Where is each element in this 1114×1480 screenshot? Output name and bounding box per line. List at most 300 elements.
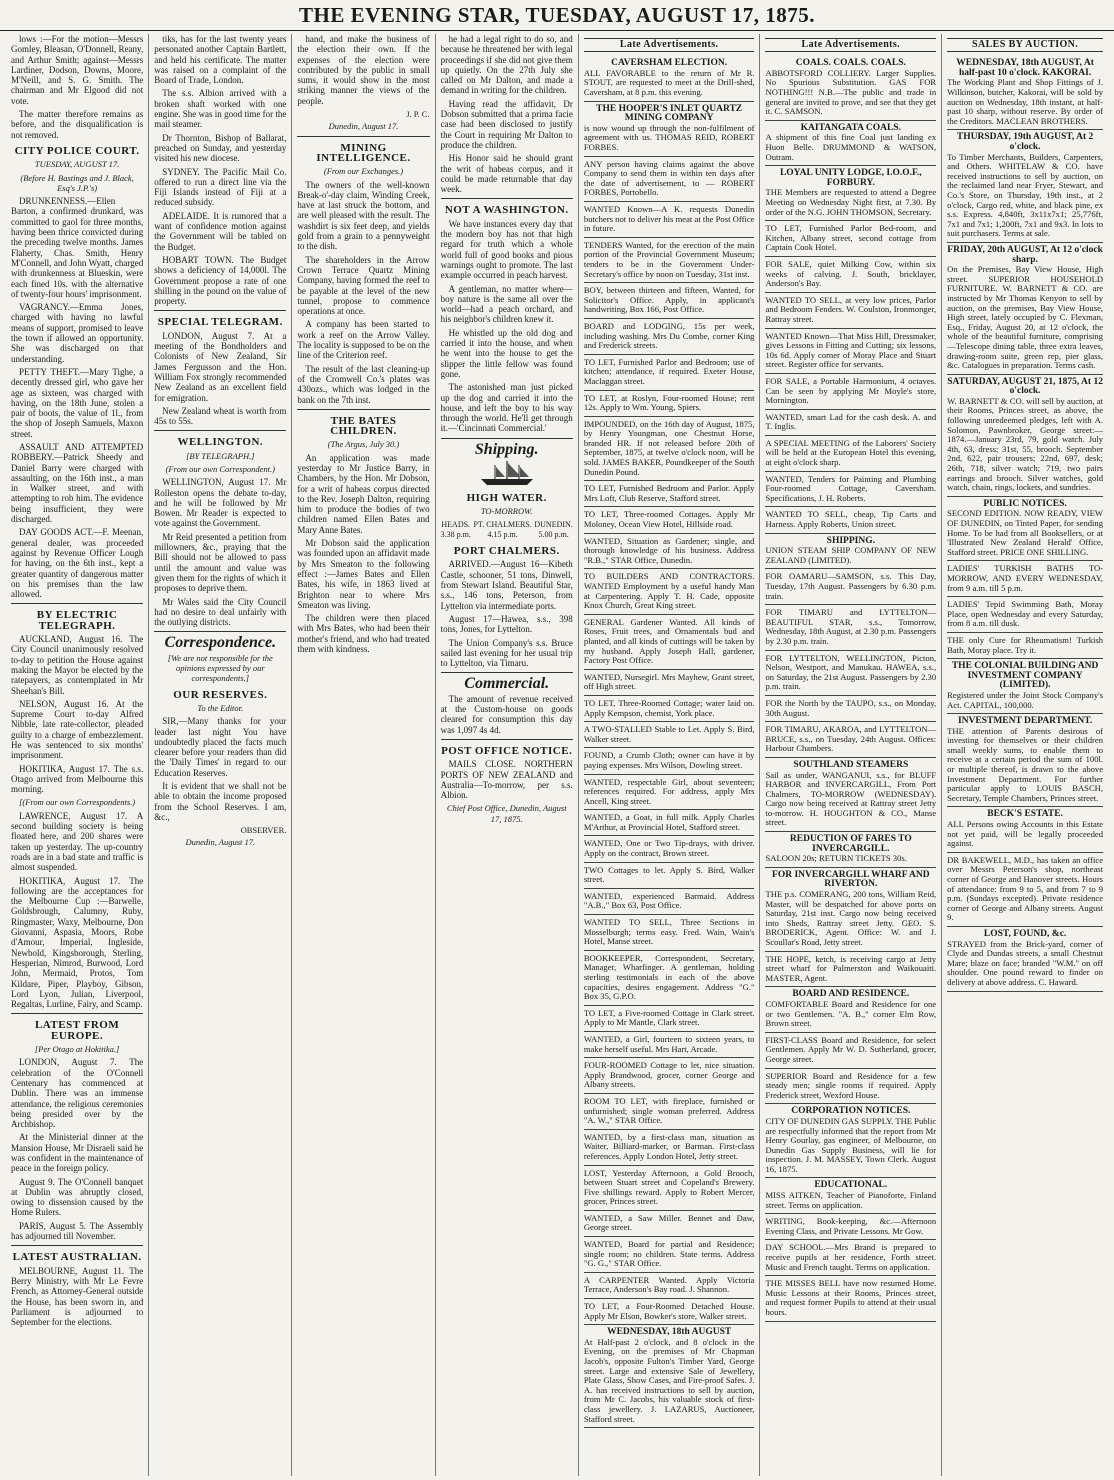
advertisement [584, 319, 755, 355]
ad-body: CITY OF DUNEDIN GAS SUPPLY. THE Public are respectfully informed that the report from Mr Henry Gourlay, gas engineer, of Melbourne, on Dunedin Gas Supply Business, will lie for inspection. J. M. MASSEY, Town Clerk. August 16, 1875. [765, 1115, 937, 1174]
advertisement [765, 1214, 936, 1240]
advertisement [947, 807, 1103, 852]
ad-body: THE attention of Parents desirous of investing for themselves or their children small weekly sums, to enable them to receive at a certain period the sum of 100l. or multiple thereof, is drawn to the above Investment Department. For further particular apply to LOUIS BASCH, Secretary, Temple Chambers, Princes street. [947, 725, 1104, 803]
advertisement [765, 121, 936, 166]
divider [11, 1013, 143, 1014]
advertisement [765, 410, 936, 436]
paragraph: The children were then placed with Mrs Bates, who had been their mother's friend, and who had treated them with kindness. [297, 613, 430, 655]
paragraph: The shareholders in the Arrow Crown Terrace Quartz Mining Company, having formed the reef to be payable at the level of the new tunnel, propose to commence operations at once. [297, 254, 430, 317]
subheading: [BY TELEGRAPH.] [186, 450, 255, 461]
ad-title: THURSDAY, 19th AUGUST, At 2 o'clock. [956, 132, 1094, 153]
ad-body: ALL FAVORABLE to the return of Mr R. STOUT, are requested to meet at the Drill-shed, Caversham, at 8 p.m. this evening. [583, 67, 755, 98]
advertisement [584, 1211, 755, 1237]
masthead: THE EVENING STAR, TUESDAY, AUGUST 17, 1875. [0, 0, 1114, 31]
ad-body: FOR LYTTELTON, WELLINGTON, Picton, Nelson, Westport, and Manukau. HAWEA, s.s., on Saturday, the 21st August. Passengers by 2.30 p.m. train. [765, 652, 937, 692]
ad-title: FRIDAY, 20th AUGUST, At 12 o'clock sharp. [947, 244, 1103, 265]
advertisement [584, 615, 755, 670]
paragraph: MAILS CLOSE. NORTHERN PORTS OF NEW ZEALAND and Australia—To-morrow, per s.s. Albion. [440, 759, 573, 801]
advertisement [584, 1006, 755, 1032]
advertisement [584, 391, 755, 417]
paragraph: We have instances every day that the modern boy has not that high regard for truth which a whole world full of good books and pious warnings ought to promote. The last example occurred in peach harvest. [440, 218, 573, 281]
tide-table [441, 520, 573, 541]
advertisement [584, 56, 755, 101]
ad-body: THE HOPE, ketch, is receiving cargo at Jetty street wharf for Palmerston and Waikouaiti. MASTER, Agent. [765, 953, 937, 983]
ad-body: THE p.s. COMERANG, 200 tons, William Reid, Master, will be despatched for above ports on Saturday, 21st inst. Cargo now being received into Sheds, Rattray street Jetty. GEO. S. BRODERICK, Agent. Office: W. and J. Scoullar's Road, Jetty street. [765, 889, 937, 948]
ad-body: LADIES' Tepid Swimming Bath, Moray Place, open Wednesday and every Saturday, from 8 a.m. till dusk. [947, 599, 1104, 629]
advertisement [765, 472, 936, 508]
ad-body: IMPOUNDED, on the 16th day of August, 1875, by Henry Youngman, one Chestnut Horse, branded HR. If not released before 20th of September, 1875, at twelve o'clock noon, will be sold. JAMES BAKER, Poundkeeper of the South Dunedin Pound. [583, 418, 755, 477]
ad-body: WANTED Known—That Miss Hill, Dressmaker, gives Lessons in Fitting and Cutting; six lessons, 10s 6d. Apply corner of Moray Place and Stuart street. Register office for servants. [765, 330, 937, 370]
ad-body: FOR TIMARU, AKAROA, and LYTTELTON—BRUCE, s.s., on Tuesday, 24th August. Offices: Harbour Chambers. [765, 724, 937, 754]
ad-body: WRITING, Book-keeping, &c.—Afternoon Evening Class, and Private Lessons. Mr Gow. [765, 1216, 937, 1236]
ad-body: BOY, between thirteen and fifteen, Wanted, for Solicitor's Office. Apply, in applicant's handwriting, Box 166, Post Office. [583, 285, 755, 315]
ad-body: WANTED Known—A K. requests Dunedin butchers not to deliver his meat at the Post Office in future. [583, 204, 755, 234]
ad-title: THE HOOPER'S INLET QUARTZ MINING COMPANY [596, 103, 743, 124]
heading-australian: LATEST AUSTRALIAN. [12, 1251, 142, 1264]
police-bench: (Before H. Bastings and J. Black, Esq's J.P.'s) [20, 172, 134, 193]
ad-body: TO LET, Furnished Parlor and Bedroom; use of kitchen; attendance, if required. Exeter House, Maclaggan street. [583, 356, 755, 386]
ad-title: SATURDAY, AUGUST 21, 1875, At 12 o'clock. [947, 376, 1103, 397]
tide-time: 3.38 p.m. [440, 529, 471, 539]
tide-cell [441, 520, 471, 541]
ad-body: TO BUILDERS AND CONTRACTORS. WANTED Employment by a useful handy Man at Carpentering. Apply T. H. Cade, opposite Knox Church, Great King street. [583, 571, 755, 611]
paragraph: The astonished man just picked up the dog and carried it into the house, and left the boy to his way through the world. He'll get through it.—'Cincinnati Commercial.' [440, 382, 573, 434]
divider [154, 631, 286, 632]
paragraph: An application was made yesterday to Mr Justice Barry, in Chambers, by the Hon. Mr Dobson, for a writ of habeas corpus directed to the Rev. Joseph Dalton, requiring him to produce the bodies of two children named Ellen Bates and Mary Anne Bates. [297, 452, 430, 535]
paragraph: New Zealand wheat is worth from 45s to 55s. [154, 405, 287, 427]
ad-body: TWO Cottages to let. Apply S. Bird, Walker street. [583, 864, 755, 885]
tide-place: PT. CHALMERS. [473, 519, 532, 529]
ad-body: LADIES' TURKISH BATHS TO-MORROW, AND EVERY WEDNESDAY, from 9 a.m. till 5 p.m. [947, 563, 1104, 593]
columns [6, 34, 1108, 1476]
paragraph: Mr Reid presented a petition from millowners, &c., praying that the Bill should not be allowed to pass until the amount and value was given them for the rights of which it proposes to deprive them. [154, 531, 287, 594]
paragraph: HOKITIKA, August 17. The s.s. Otago arrived from Melbourne this morning. [11, 763, 144, 795]
dateline: Dunedin, August 17. [328, 121, 399, 132]
ad-body: WANTED, smart Lad for the cash desk. A. and T. Inglis. [765, 411, 937, 432]
ad-title: LOYAL UNITY LODGE, I.O.O.F., FORBURY. [779, 168, 922, 188]
paragraph: The matter therefore remains as before, and the disqualification is not removed. [11, 109, 144, 140]
ad-title: LOST, FOUND, &c. [983, 928, 1067, 939]
ad-body: COMFORTABLE Board and Residence for one or two Gentlemen. "A. B.," corner Elm Row, Brown street. [765, 998, 937, 1029]
ad-title: FOR INVERCARGILL WHARF AND RIVERTON. [772, 869, 930, 890]
advertisement [584, 202, 755, 238]
ad-body: TO LET, Three-Roomed Cottage; water laid on. Apply Kempson, chemist, York place. [583, 697, 755, 718]
ad-body: WANTED, experienced Barmaid. Address "A.B.," Box 63, Post Office. [583, 890, 755, 911]
heading-not-a-washington: NOT A WASHINGTON. [444, 204, 569, 217]
advertisement [765, 952, 936, 988]
paragraph: August 9. The O'Connell banquet at Dublin was abruptly closed, owing to dissension caused by the Home Rulers. [11, 1176, 144, 1218]
advertisement [947, 243, 1103, 375]
ad-title: INVESTMENT DEPARTMENT. [957, 716, 1093, 727]
subheading: (From our Exchanges.) [323, 166, 404, 177]
police-date: TUESDAY, AUGUST 17. [34, 159, 120, 170]
ad-body: TO LET, Furnished Bedroom and Parlor. Apply Mrs Loft, Club Reserve, Stafford street. [583, 483, 755, 503]
ad-body: WANTED, One or Two Tip-drays, with driver. Apply on the contract, Brown street. [583, 838, 755, 859]
ad-title: EDUCATIONAL. [814, 1180, 888, 1191]
advertisement [765, 758, 936, 832]
advertisement [584, 1094, 755, 1130]
advertisement [584, 534, 755, 570]
advertisement [765, 1033, 936, 1069]
paragraph: ARRIVED.—August 16—Kibeth Castle, schooner, 51 tons, Dinwell, from Stewart Island. Beautiful Star, s.s., 146 tons, Peterson, from Lyttelton via intermediate ports. [440, 559, 573, 611]
paragraph: Dr Thornton, Bishop of Ballarat, preached on Sunday, and yesterday visited his new diocese. [154, 132, 287, 164]
ad-body: On the Premises, Bay View House, High street. SUPERIOR HOUSEHOLD FURNITURE. W. BARNETT & CO. are instructed by Mr Thomas Kenyon to sell by auction, on the premises, Bay View House, High street, lately occupied by C. Flexman, Esq., Friday, August 20, at 12 o'clock, the whole of the beautiful furniture, comprising—Telescope dining table, three extra leaves, drawing-room suite, green rep, pier glass, &c. Catalogues in preparation. Terms cash. [947, 264, 1104, 371]
paragraph: NELSON, August 16. At the Supreme Court to-day Alfred Nibble, late rate-collector, pleaded guilty to a charge of embezzlement. He was sentenced to six months' imprisonment. [11, 698, 144, 761]
paragraph: The s.s. Albion arrived with a broken shaft worked with one engine. She was in good time for the mail steamer. [154, 88, 287, 130]
advertisement [765, 166, 936, 221]
advertisement [765, 329, 936, 374]
divider [441, 672, 573, 673]
paragraph: Mr Dobson said the application was founded upon an affidavit made by Mrs Smeaton to the following effect :—James Bates and Ellen Bates, his wife, in 1863 lived at Brighton near to where Mrs Smeaton was living. [297, 538, 430, 610]
ad-body: FOUR-ROOMED Cottage to let, nice situation. Apply Brandwood, grocer, corner George and Albany streets. [583, 1060, 755, 1090]
advertisement [947, 927, 1103, 992]
advertisement [584, 915, 755, 951]
advertisement [947, 597, 1103, 633]
advertisement [947, 130, 1103, 243]
ad-body: Sail as under, WANGANUI, s.s., for BLUFF HARBOR and INVERCARGILL, From Port Chalmers, TO-MORROW (WEDNESDAY). Cargo now being received at Rattray street Jetty to-morrow. H. HOUGHTON & CO., Manse street. [765, 769, 937, 828]
ad-body: FOR SALE, a Portable Harmonium, 4 octaves. Can be seen by applying Mr Moyle's store, Mornington. [765, 375, 937, 406]
ad-body: FOR OAMARU—SAMSON, s.s. This Day, Tuesday, 17th August. Passengers by 6.30 p.m. train. [765, 571, 937, 601]
heading-correspondence: Correspondence. [164, 634, 277, 652]
heading-late-ads: Late Advertisements. [584, 38, 755, 52]
tide-sub: TO-MORROW. [480, 506, 533, 517]
paragraph: VAGRANCY.—Emma Jones, charged with having no lawful means of support, promised to leave the town if allowed an opportunity. She was discharged on that understanding. [11, 302, 144, 364]
ad-body: WANTED TO SELL, at very low prices, Parlor and Bedroom Fenders. W. Coulston, Ironmonger, Rattray street. [765, 294, 937, 324]
paragraph: The Union Company's s.s. Bruce sailed last evening for her usual trip to Lyttelton, via Timaru. [440, 637, 573, 669]
ad-body: TENDERS Wanted, for the erection of the main portion of the Provincial Government Museum; tenders to be in the Government Under-Secretary's office by noon on Tuesday, 31st inst. [583, 239, 755, 279]
advertisement [947, 56, 1103, 130]
advertisement [584, 863, 755, 889]
ad-body: THE only Cure for Rheumatism! Turkish Bath, Moray place. Try it. [947, 634, 1104, 655]
paragraph: LONDON, August 7. The celebration of the O'Connell Centenary has commenced at Dublin. There was an immense attendance, the religious ceremonies being presided over by the Archbishop. [11, 1057, 144, 1130]
divider [11, 603, 143, 604]
divider [441, 198, 573, 199]
ad-body: DR BAKEWELL, M.D., has taken an office over Messrs Peterson's shop, northeast corner of George and Hanover streets. Hours of attendance: from 9 to 5, and from 7 to 9 p.m. (Sundays excepted). Private residence corner of George and Albany streets. August 9. [947, 854, 1104, 923]
heading-commercial: Commercial. [464, 675, 550, 693]
ad-body: FOR the North by the TAUPO, s.s., on Monday, 30th August. [765, 697, 937, 718]
advertisement [765, 293, 936, 329]
ad-body: FIRST-CLASS Board and Residence, for select Gentlemen. Apply Mr W. D. Sutherland, grocer, George street. [765, 1034, 937, 1064]
advertisement [584, 481, 755, 507]
advertisement [765, 1069, 936, 1105]
column-4 [436, 34, 579, 1476]
subheading: To the Editor. [197, 702, 244, 713]
ad-body: SECOND EDITION. NOW READY, VIEW OF DUNEDIN, on Tinted Paper, for sending Home. To be had from all Booksellers, or at 'Illustrated New Zealand Herald' Office, Stafford street. PRICE ONE SHILLING. [947, 508, 1104, 557]
subheading: [(From our own Correspondents.) [19, 797, 136, 808]
ad-title: CORPORATION NOTICES. [791, 1106, 911, 1117]
paragraph: hand, and make the business of the election their own. If the expenses of the election were contributed by the public in small sums, it would show in the most striking manner the views of the people. [297, 34, 430, 106]
heading-special-telegram: SPECIAL TELEGRAM. [157, 316, 283, 329]
paragraph: At the Ministerial dinner at the Mansion House, Mr Disraeli said he was confident in the maintenance of peace in the foreign policy. [11, 1132, 144, 1174]
advertisement [584, 507, 755, 533]
advertisement [765, 257, 936, 293]
paragraph: SYDNEY. The Pacific Mail Co. offered to run a direct line via the Fiji Islands instead of Fiji at a reduced subsidy. [154, 166, 287, 208]
column-6 [760, 34, 942, 1476]
advertisement [765, 507, 936, 533]
ad-title: THE COLONIAL BUILDING AND INVESTMENT COMPANY (LIMITED). [951, 661, 1099, 691]
ad-body: WANTED, a Goat, in full milk. Apply Charles M'Arthur, at Provincial Hotel, Stafford street. [583, 812, 755, 832]
heading-post-office: POST OFFICE NOTICE. [441, 744, 573, 757]
paragraph: The result of the last cleaning-up of the Cromwell Co.'s plates was 430ozs., which was lodged in the bank on the 7th inst. [297, 363, 430, 405]
paragraph: SIR,—Many thanks for your leader last night You have undoubtedly placed the facts much clearer before your readers than did the 'Daily Times' in regard to our Education Reserves. [154, 716, 287, 778]
ad-title: BOARD AND RESIDENCE. [792, 989, 910, 1000]
ad-body: FOR TIMARU and LYTTELTON—BEAUTIFUL STAR, s.s., Tomorrow, Wednesday, 18th August, at 2.30 p.m. Passengers by 2.30 p.m. train. [765, 607, 937, 646]
advertisement [765, 1178, 936, 1214]
signature: Chief Post Office, Dunedin, August 17, 1875. [446, 803, 567, 824]
paragraph: A company has been started to work a reef on the Arrow Valley. The locality is supposed to be on the line of the Criterion reef. [297, 319, 430, 361]
advertisement [584, 1299, 755, 1325]
ad-body: LOST, Yesterday Afternoon, a Gold Brooch, between Stuart street and Copeland's Brewery. Five shillings reward. Apply to Robert Mercer, grocer, Princes street. [583, 1167, 755, 1207]
ad-body: WANTED, Tenders for Painting and Plumbing Four-roomed Cottage, Caversham. Specifications, J. H. Roberts. [765, 473, 937, 503]
paragraph: ADELAIDE. It is rumored that a want of confidence motion against the Government will be tabled on the Budget. [154, 210, 287, 252]
paragraph: he had a legal right to do so, and because he threatened her with legal proceedings if she did not give them up quietly. On the 27th July she called on Mr Dalton, and made a demand in writing for the children. [440, 34, 573, 96]
tide-time: 5.00 p.m. [538, 529, 569, 539]
advertisement [765, 1276, 936, 1321]
advertisement [584, 836, 755, 862]
heading-mining: MINING INTELLIGENCE. [316, 141, 411, 164]
ad-body: Registered under the Joint Stock Company's Act. CAPITAL, 100,000. [947, 689, 1104, 710]
paragraph: August 17—Hawea, s.s., 398 tons, Jones, for Lyttelton. [440, 613, 573, 635]
heading-wellington: WELLINGTON. [177, 436, 264, 449]
heading-europe: LATEST FROM EUROPE. [34, 1019, 120, 1042]
paragraph: A gentleman, no matter where—boy nature is the same all over the world—had a peach orchard, and his neighbor's children knew it. [440, 283, 573, 325]
ad-body: TO LET, Three-roomed Cottages. Apply Mr Moloney, Ocean View Hotel, Hillside road. [583, 509, 755, 530]
ad-body: WANTED TO SELL, cheap, Tip Carts and Harness. Apply Roberts, Union street. [765, 509, 937, 530]
advertisement [765, 605, 936, 650]
advertisement [584, 951, 755, 1006]
ad-body: UNION STEAM SHIP COMPANY OF NEW ZEALAND (LIMITED). [765, 545, 937, 565]
heading-bates-children: THE BATES CHILDREN. [330, 414, 397, 438]
ad-title: PUBLIC NOTICES. [983, 498, 1067, 509]
ad-title: CAVERSHAM ELECTION. [611, 58, 728, 69]
divider [297, 136, 429, 137]
ad-body: WANTED, by a first-class man, situation as Waiter, Billiard-marker, or Barman. First-class references. Apply London Hotel, Jetty street. [583, 1131, 755, 1161]
advertisement [947, 375, 1103, 497]
advertisement [584, 1058, 755, 1094]
divider [441, 739, 573, 740]
ad-body: FOUND, a Crumb Cloth; owner can have it by paying expenses. Mrs Wilson, Dowling street. [583, 750, 755, 770]
ad-body: WANTED, a Girl, fourteen to sixteen years, to make herself useful. Mrs Hart, Arcade. [583, 1033, 755, 1054]
tide-place: HEADS. [441, 519, 471, 529]
ad-body: WANTED, Situation as Gardener; single, and thorough knowledge of his business. Address "R.B.," STAR Office, Dunedin. [583, 535, 755, 565]
advertisement [584, 810, 755, 836]
heading-telegraph: BY ELECTRIC TELEGRAPH. [36, 609, 118, 632]
ad-title: KAITANGATA COALS. [800, 122, 901, 133]
ad-body: STRAYED from the Brick-yard, corner of Clyde and Dundas streets, a small Chestnut Mare; blaze on face; branded "W.M." on off shoulder. One pound reward to finder on delivery at above address. C. Haward. [947, 938, 1104, 987]
subheading: [Per Otago at Hokitika.] [34, 1044, 120, 1055]
ad-body: THE Members are requested to attend a Degree Meeting on Wednesday Night first, at 7.30. By order of the N.G. JOHN THOMSON, Secretary. [765, 187, 937, 217]
ad-body: BOARD and LODGING, 15s per week, including washing. Mrs Du Combe, corner King and Frederick streets. [583, 320, 755, 351]
ad-body: TO LET, a Four-Roomed Detached House. Apply Mr Elson, Bowker's store, Walker street. [583, 1301, 755, 1321]
divider [154, 430, 286, 431]
paragraph: Mr Wales said the City Council had no desire to deal unfairly with the outlying districts. [154, 596, 287, 628]
subheading: (From our own Correspondent.) [165, 463, 275, 474]
ad-body: THE MISSES BELL have now resumed Home. Music Lessons at their Rooms, Princes street, and request former Pupils to attend at their usual hours. [765, 1278, 937, 1318]
advertisement [584, 102, 755, 157]
ad-body: MISS AITKEN, Teacher of Pianoforte, Finland street. Terms on application. [765, 1190, 937, 1210]
paragraph: DRUNKENNESS.—Ellen Barton, a confirmed drunkard, was committed to gaol for three months, having been thrice convicted during the preceding twelve months. James Flaherty, Chas. Smith, Henry M'Connell, and John Wyatt, charged with drunkenness at Blueskin, were each fined 10s. with the alternative of twenty-four hours' imprisonment. [11, 196, 144, 299]
ads-list [947, 56, 1103, 991]
paragraph: Having read the affidavit, Dr Dobson submitted that a prima facie case had been disclosed to justify the Court in requiring Mr Dalton to produce the children. [440, 98, 573, 150]
ad-body: TO LET, at Roslyn, Four-roomed House; rent 12s. Apply to Wm. Young, Spiers. [583, 392, 755, 413]
advertisement [947, 497, 1103, 562]
paragraph: His Honor said he should grant the writ of habeas corpus, and it could be made returnable that day week. [440, 153, 573, 195]
ad-title: SHIPPING. [826, 535, 875, 546]
ad-body: ANY person having claims against the above Company to send them in within ten days after the date of advertisement, to — ROBERT FORBES, Portobello. [583, 158, 755, 198]
ad-body: WANTED, Nursegirl. Mrs Mayhew, Grant street, off High street. [583, 671, 755, 692]
advertisement [584, 283, 755, 319]
advertisement [584, 670, 755, 696]
advertisement [584, 1237, 755, 1273]
paragraph: LAWRENCE, August 17. A second building society is being floated here, and 200 shares were taken up yesterday. The up-country roads are in a bad state and traffic is almost suspended. [11, 810, 144, 873]
column-3 [292, 34, 435, 1476]
ad-body: A SPECIAL MEETING of the Laborers' Society will be held at the European Hotel this evening, at eight o'clock sharp. [765, 437, 937, 468]
advertisement [584, 1166, 755, 1211]
ad-body: A TWO-STALLED Stable to Let. Apply S. Bird, Walker street. [583, 724, 755, 744]
column-5 [579, 34, 761, 1476]
heading-late-ads: Late Advertisements. [765, 38, 936, 52]
paragraph: HOKITIKA, August 17. The following are the acceptances for the Melbourne Cup :—Barwelle, Goldsbrough, Calumny, Ruby, Ringmaster, Waxy, Melbourne, Don Giovanni, Aspasia, Moors, Robe d'Amour, Imperial, Ingleside, Newbold, Kingsborough, Sterling, Hesperian, Nimrod, Burwood, Lord John, Mermaid, Protos, Tom Kildare, Piper, Playboy, Gibson, Lord Lyon, Julian, Liverpool, Regaltas, Lurline, Fairy, and Scamp. [11, 875, 144, 1010]
advertisement [765, 832, 936, 868]
ad-body: SALOON 20s; RETURN TICKETS 30s. [765, 853, 907, 864]
advertisement [765, 1104, 936, 1178]
paragraph: LONDON, August 7. At a meeting of the Bondholders and Colonists of New Zealand, Sir James Fergusson and the Hon. William Fox strongly recommended New Zealand as an excellent field for emigration. [154, 330, 287, 403]
advertisement [584, 722, 755, 748]
divider [154, 310, 286, 311]
advertisement [584, 748, 755, 774]
paragraph: It is evident that we shall not be able to obtain the income proposed from the School Reserves. I am, &c., [154, 781, 287, 822]
advertisement [584, 696, 755, 722]
ad-body: ALL Persons owing Accounts in this Estate not yet paid, will be legally proceeded against. [947, 819, 1104, 849]
ad-body: GENERAL Gardener Wanted. All kinds of Roses, Fruit trees, and Ornamentals bud and planted, and all kinds of cuttings will be taken by my husband. Apply Joseph Hall, gardener, Factory Post Office. [583, 616, 755, 666]
ad-body: TO LET, a Five-roomed Cottage in Clark street. Apply to Mr Mantle, Clark street. [583, 1007, 755, 1028]
advertisement [584, 157, 755, 202]
advertisement [947, 714, 1103, 807]
paragraph: WELLINGTON, August 17. Mr Rolleston opens the debate to-day, and he will be followed by Mr Bowen. Mr Reader is expected to vote against the Government. [154, 477, 287, 529]
column-7 [942, 34, 1108, 1476]
ad-title: REDUCTION OF FARES TO INVERCARGILL. [789, 834, 912, 854]
advertisement [765, 868, 936, 952]
ad-body: W. BARNETT & CO. will sell by auction, at their Rooms, Princes street, as above, the following unredeemed pledges, left with A. Solomon, Pawnbroker, George street:—1874.—January 23rd, 79, gold watch. July 4th, 63, dress; 31st, 55, brooch. September 2nd, 622, pair trousers; 22nd, 697, desk; 26th, 718, silver watch; 719, two pairs earrings and brooch. Silver watches, gold watch, chain, rings, lockets, and sundries. [947, 395, 1104, 493]
advertisement [584, 889, 755, 915]
advertisement [765, 722, 936, 758]
ad-title: WEDNESDAY, 18th AUGUST, At half-past 10 o'clock. KAKORAI. [956, 58, 1094, 78]
ad-title: WEDNESDAY, 18th AUGUST [607, 1327, 732, 1338]
ad-body: WANTED TO SELL, Three Sections in Mosselburgh; terms easy. Fred. Wain, Wain's Hotel, Manse street. [583, 917, 755, 947]
heading-sales-by-auction: SALES BY AUCTION. [947, 38, 1103, 52]
ad-body: ABBOTSFORD COLLIERY. Larger Supplies. No Spurious Substitution. GAS FOR NOTHING!!! N.B.—The public and trade in general are invited to prove, and see that they get it. C. SAMSON. [765, 67, 937, 117]
advertisement [584, 569, 755, 614]
dateline: Dunedin, August 17. [185, 837, 256, 848]
advertisement [584, 417, 755, 482]
advertisement [765, 696, 936, 722]
heading-reserves: OUR RESERVES. [173, 688, 268, 701]
advertisement [584, 355, 755, 391]
heading-port-chalmers: PORT CHALMERS. [453, 545, 560, 558]
paragraph: MELBOURNE, August 11. The Berry Ministry, with Mr Le Fevre French, as Attorney-General outside the House, has been sworn in, and Parliament is adjourned to September for the elections. [11, 1265, 144, 1328]
paragraph: AUCKLAND, August 16. The City Council unanimously resolved to-day to petition the House against making the Mayor be elected by the ratepayers, as contemplated in Mr Sheehan's Bill. [11, 634, 144, 696]
ad-body: WANTED, a Saw Miller. Bennet and Daw, George street. [583, 1212, 755, 1233]
ads-list [584, 56, 755, 1428]
advertisement [765, 987, 936, 1032]
paragraph: PARIS, August 5. The Assembly has adjourned till November. [11, 1220, 144, 1242]
signature: OBSERVER. [240, 825, 287, 836]
ad-body: is now wound up through the non-fulfilment of agreement with us. THOMAS REID, ROBERT FORBES. [583, 122, 755, 153]
ad-title: COALS. COALS. COALS. [795, 58, 906, 69]
paragraph: ASSAULT AND ATTEMPTED ROBBERY.—Patrick Sheedy and Daniel Barry were charged with assaulting, on the 16th inst., a man in Walker street, and with attempting to rob him. The evidence being insufficient, they were discharged. [11, 441, 144, 525]
ads-list [765, 56, 936, 1321]
advertisement [947, 659, 1103, 714]
advertisement [765, 534, 936, 570]
advertisement [765, 1240, 936, 1276]
paragraph: DAY GOODS ACT.—F. Meenan, general dealer, was proceeded against by Revenue Officer Lough for having, on the 6th inst., kept a greater quantity of dangerous matter on his premises than the law allowed. [11, 527, 144, 600]
ad-body: A CARPENTER Wanted. Apply Victoria Terrace, Anderson's Bay road. J. Shannon. [583, 1274, 755, 1295]
advertisement [765, 651, 936, 696]
ad-body: FOR SALE, quiet Milking Cow, within six weeks of calving. J. South, bricklayer, Anderson's Bay. [765, 258, 937, 289]
advertisement [947, 633, 1103, 659]
tide-place: DUNEDIN. [534, 519, 573, 529]
signature: J. P. C. [406, 109, 430, 120]
advertisement [765, 221, 936, 257]
ship-icon [477, 459, 537, 487]
ad-title: BECK'S ESTATE. [987, 809, 1063, 820]
tide-cell [473, 520, 531, 541]
paragraph: tiks, has for the last twenty years personated another Captain Bartlett, and held his certificate. The matter was raised on a complaint of the Board of Trade, London. [154, 34, 287, 86]
advertisement [947, 561, 1103, 597]
ad-body: At Half-past 2 o'clock, and 8 o'clock in the Evening, on the premises of Mr Chapman Jacob's, opposite Fulton's Timber Yard, George street. Large and extensive Sale of Jewellery, Plate Glass, Show Cases, and Fire-proof Safes. J. A. has received instructions to sell by auction, from Mr C. Jacobs, his valuable stock of first-class jewellery. J. LAZARUS, Auctioneer, Stafford street. [583, 1336, 755, 1424]
advertisement [584, 1130, 755, 1166]
heading-police-court: CITY POLICE COURT. [14, 144, 140, 157]
advertisement [765, 374, 936, 410]
column-1 [6, 34, 149, 1476]
ad-body: ROOM TO LET, with fireplace, furnished or unfurnished; single woman preferred. Address "A. W.," STAR Office. [583, 1095, 755, 1126]
ad-body: WANTED, respectable Girl, about seventeen; references required. For address, apply Mrs Ancell, King street. [583, 776, 755, 806]
column-2 [149, 34, 292, 1476]
paragraph: lows :—For the motion—Messrs Gomley, Bleasan, O'Donnell, Reany, and Arthur Smith; against—Messrs Lardiner, Dodson, Downs, Moore, M'Neill, and S. G. Smith. The chairman and Mr Elgood did not vote. [11, 34, 144, 106]
ad-body: SUPERIOR Board and Residence for a few steady men; single rooms if required. Apply Frederick street, Wexford House. [765, 1070, 937, 1100]
ad-body: WANTED, Board for partial and Residence; single room; no children. State terms. Address "G. G.," STAR Office. [583, 1239, 755, 1269]
tide-time: 4.15 p.m. [487, 529, 518, 539]
ad-body: A shipment of this fine Coal just landing ex Huon Belle. DRUMMOND & WATSON, Outram. [765, 132, 937, 162]
paragraph: He whistled up the old dog and carried it into the house, and when he went into the house to get the slipper the little fellow was found gone. [440, 327, 573, 379]
ad-body: TO LET, Furnished Parlor Bed-room, and Kitchen, Albany street, second cottage from Captain Cook Hotel. [765, 223, 937, 253]
ad-body: DAY SCHOOL.—Mrs Brand is prepared to receive pupils at her residence, Forth street. Music and French taught. Terms on application. [765, 1242, 937, 1272]
ad-body: The Working Plant and Shop Fittings of J. Wilkinson, butcher, Kakorai, will be sold by auction on Wednesday, 18th instant, at half-past 10 sharp, without reserve. By order of the Creditors. MACLEAN BROTHERS. [947, 77, 1104, 126]
tide-label: HIGH WATER. [466, 491, 547, 504]
advertisement [584, 1325, 755, 1428]
tide-cell [534, 520, 572, 541]
ad-body: BOOKKEEPER, Correspondent, Secretary, Manager, Wharfinger. A gentleman, holding sterling testimonials in each of the above capacities, desires engagement. Address "G." Box 35, G.P.O. [583, 952, 755, 1002]
advertisement [584, 1032, 755, 1058]
divider [297, 409, 429, 410]
subheading: (The Argus, July 30.) [327, 439, 400, 450]
ad-body: To Timber Merchants, Builders, Carpenters, and Others. WHITELAW & CO. have received instructions to sell by auction, on the reclaimed land near Fryer, Stewart, and Co.'s Store, on Thursday, 19th inst., at 2 o'clock, Cargo red, white, and black pine, ex s.s. Express. 4,840ft, 3x11x7x1; 25,776ft, 7x1 and 7x1; 1,200ft, 7x1 and 9x3. In lots to suit purchasers. Terms at sale. [947, 151, 1104, 239]
advertisement [584, 775, 755, 811]
divider [441, 438, 573, 439]
advertisement [765, 569, 936, 605]
advertisement [765, 436, 936, 472]
advertisement [584, 1273, 755, 1299]
advertisement [584, 238, 755, 283]
ship-illustration [441, 459, 573, 487]
paragraph: The amount of revenue received at the Custom-house on goods cleared for consumption this day was 1,097 4s 4d. [440, 693, 573, 735]
ad-title: SOUTHLAND STEAMERS [793, 759, 909, 770]
paragraph: PETTY THEFT.—Mary Tighe, a decently dressed girl, who gave her age as sixteen, was charged with having, on the 18th June, stolen a pair of boots, the value of 1l., from the shop of Joseph Samuels, Maxon street. [11, 366, 144, 439]
divider [11, 1245, 143, 1246]
paragraph: The owners of the well-known Break-o'-day claim, Winding Creek, have at last struck the bottom, and are well pleased with the result. The washdirt is six feet deep, and yields gold from a grain to a pennyweight to the dish. [297, 179, 430, 252]
heading-shipping: Shipping. [474, 440, 539, 458]
advertisement [947, 853, 1103, 927]
